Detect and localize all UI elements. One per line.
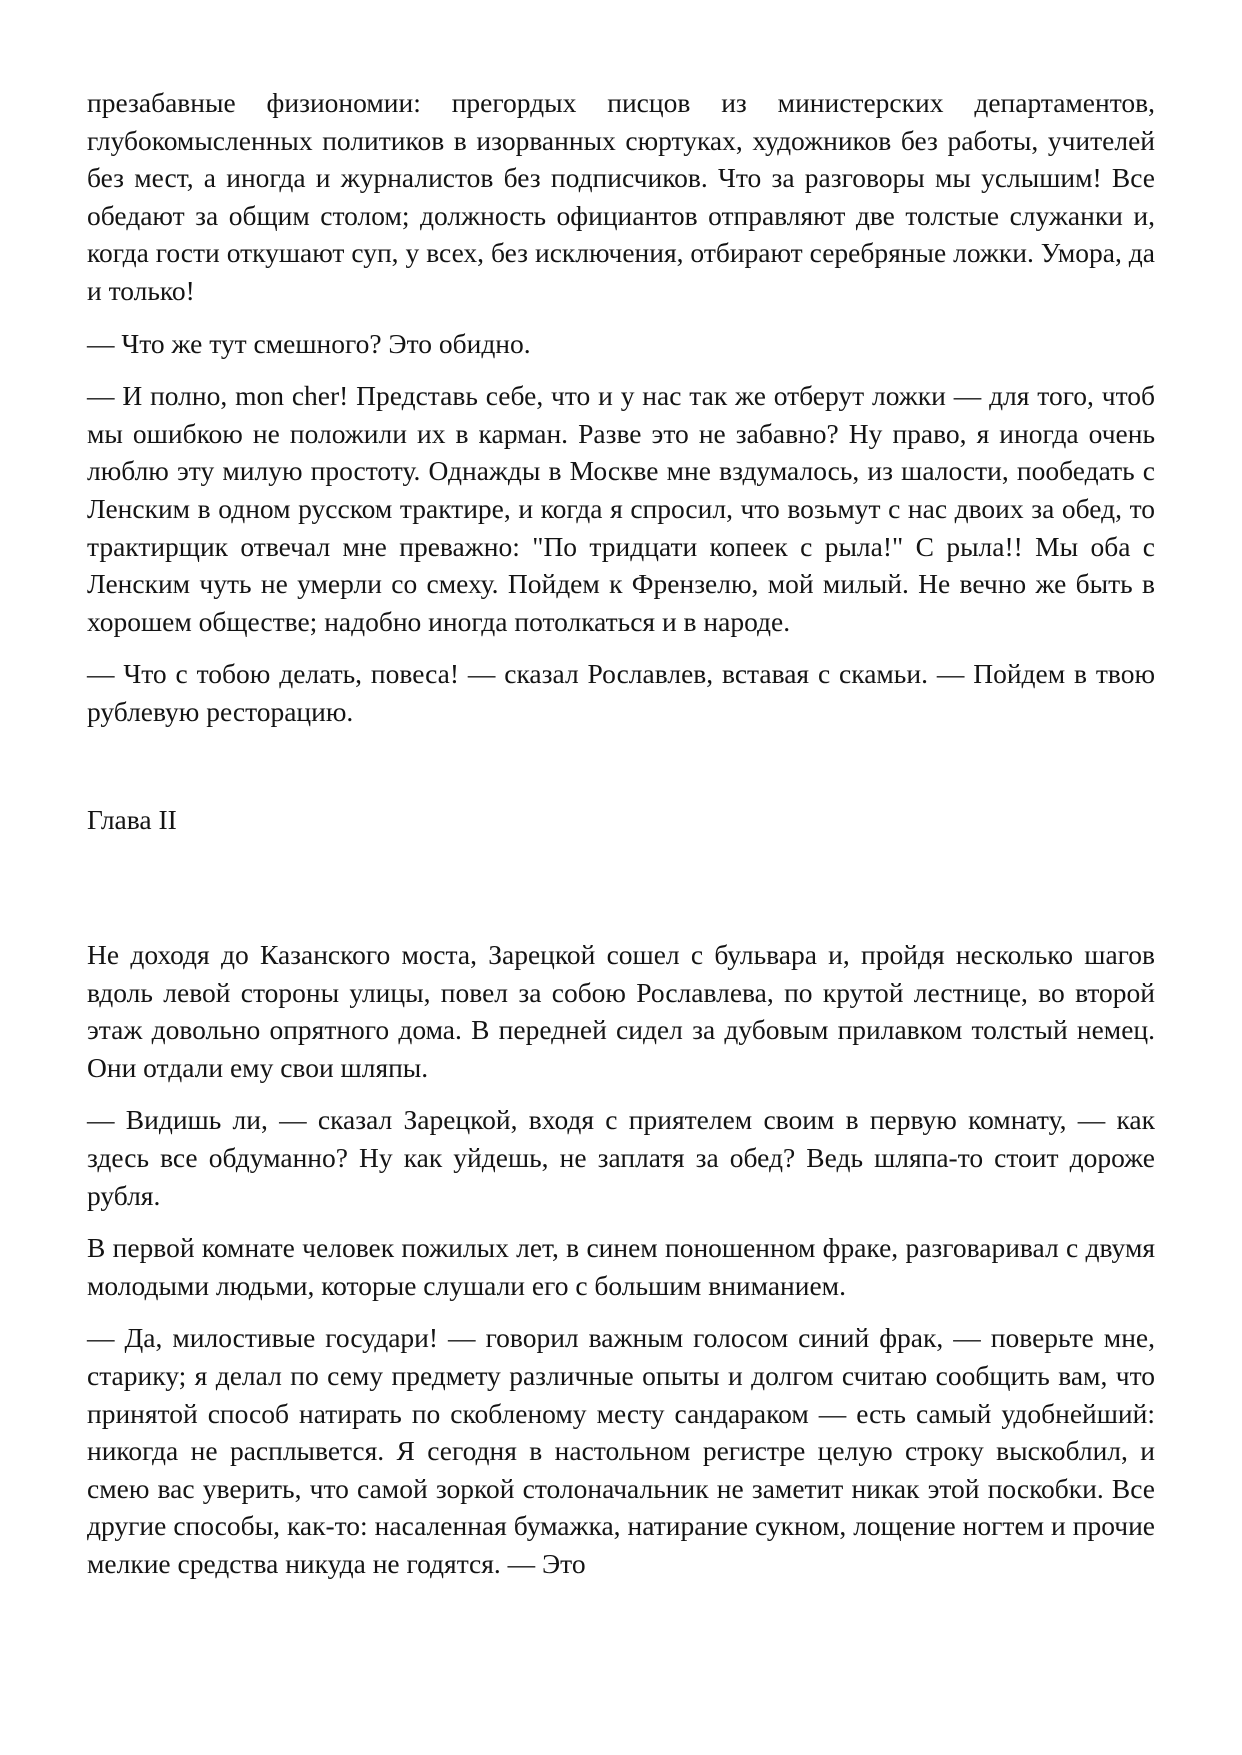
chapter-heading: Глава II xyxy=(87,803,177,835)
paragraph: В первой комнате человек пожилых лет, в синем поношенном фраке, разговаривал с двумя молодыми людьми, которые слушали его с большим вниманием. xyxy=(87,1232,1155,1301)
paragraph: — Что с тобою делать, повеса! — сказал Рославлев, вставая с скамьи. — Пойдем в твою рублевую ресторацию. xyxy=(87,658,1155,727)
paragraph: — Видишь ли, — сказал Зарецкой, входя с приятелем своим в первую комнату, — как здесь все обдуманно? Ну как уйдешь, не заплатя за обед? Ведь шляпа-то стоит дороже рубля. xyxy=(87,1104,1155,1211)
paragraph: — И полно, mon cher! Представь себе, что и у нас так же отберут ложки — для того, чтоб мы ошибкою не положили их в карман. Разве это не забавно? Ну право, я иногда очень люблю эту милую простоту. Однажды в Москве мне вздумалось, из шалости, пообедать с Ленским в одном русском трактире, и когда я спросил, что возьмут с нас двоих за обед, то трактирщик отвечал мне преважно: "По тридцати копеек с рыла!" С рыла!! Мы оба с Ленским чуть не умерли со смеху. Пойдем к Френзелю, мой милый. Не вечно же быть в хорошем обществе; надобно иногда потолкаться и в народе. xyxy=(87,380,1155,637)
paragraph: — Что же тут смешного? Это обидно. xyxy=(87,327,531,359)
paragraph: Не доходя до Казанского моста, Зарецкой сошел с бульвара и, пройдя несколько шагов вдоль левой стороны улицы, повел за собою Рославлева, по крутой лестнице, во второй этаж довольно опрятного дома. В передней сидел за дубовым прилавком толстый немец. Они отдали ему свои шляпы. xyxy=(87,939,1155,1083)
paragraph: — Да, милостивые государи! — говорил важным голосом синий фрак, — поверьте мне, старику; я делал по сему предмету различные опыты и долгом считаю сообщить вам, что принятой способ натирать по скобленому месту сандараком — есть самый удобнейший: никогда не расплывется. Я сегодня в настольном регистре целую строку выскоблил, и смею вас уверить, что самой зоркой столоначальник не заметит никак этой поскобки. Все другие способы, как-то: насаленная бумажка, натирание сукном, лощение ногтем и прочие мелкие средства никуда не годятся. — Это xyxy=(87,1322,1155,1579)
document-page xyxy=(87,84,1155,1583)
paragraph: презабавные физиономии: прегордых писцов из министерских департаментов, глубокомысленных политиков в изорванных сюртуках, художников без работы, учителей без мест, а иногда и журналистов без подписчиков. Что за разговоры мы услышим! Все обедают за общим столом; должность официантов отправляют две толстые служанки и, когда гости откушают суп, у всех, без исключения, отбирают серебряные ложки. Умора, да и только! xyxy=(87,87,1155,306)
